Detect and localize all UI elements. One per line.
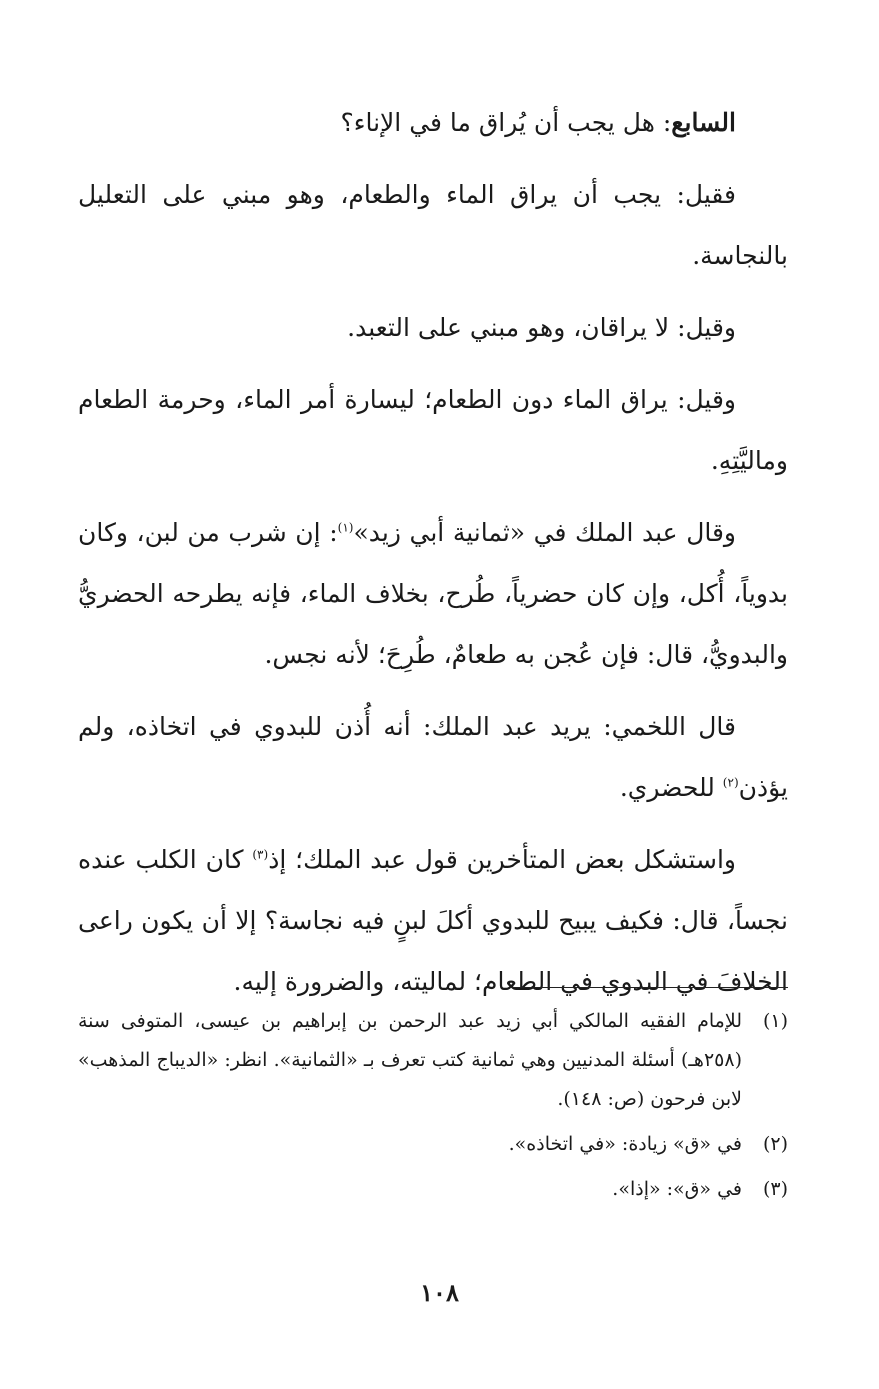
paragraph-text: للحضري. [619,773,723,802]
paragraph-3: وقيل: لا يراقان، وهو مبني على التعبد. [347,313,736,342]
paragraph-text: : إن شرب من لبن، وكان بدوياً، أُكل، وإن كان حضرياً، طُرح، بخلاف الماء، فإنه يطرحه الحضريُّ والبدويُّ، قال: فإن عُجن به طعامٌ، طُرِحَ؛ لأنه نجس. [78,518,788,669]
footnote-ref-3[interactable]: (٣) [252,847,269,862]
footnote-ref-2[interactable]: (٢) [722,775,739,790]
footnote-3 [78,1170,788,1209]
footnote-number: (٢) [762,1133,788,1155]
paragraph-text: قال اللخمي: يريد عبد الملك: أنه أُذن للبدوي في اتخاذه، ولم يؤذن [78,712,788,802]
paragraph-5 [78,502,788,685]
footnote-text: للإمام الفقيه المالكي أبي زيد عبد الرحمن بن إبراهيم بن عيسى، المتوفى سنة (٢٥٨هـ) أسئلة المدنيين وهي ثمانية كتب تعرف بـ «الثمانية». انظر: «الديباج المذهب» لابن فرحون (ص: ١٤٨). [78,1010,742,1110]
footnote-2 [78,1125,788,1164]
page-number: ١٠٨ [420,1278,459,1307]
paragraph-lead: السابع [671,108,736,137]
footnote-divider [510,987,788,988]
footnote-ref-1[interactable]: (١) [337,520,354,535]
paragraph-6 [78,696,788,818]
footnote-text: في «ق»: «إذا». [612,1178,742,1200]
footnotes [78,1002,788,1215]
paragraph-2: فقيل: يجب أن يراق الماء والطعام، وهو مبني على التعليل بالنجاسة. [78,180,788,270]
paragraph-text: كان الكلب عنده نجساً، قال: فكيف يبيح للبدوي أكلَ لبنٍ فيه نجاسة؟ إلا أن يكون راعى الخلافَ في البدوي في الطعام؛ لماليته، والضرورة إليه. [78,845,788,996]
paragraph-4: وقيل: يراق الماء دون الطعام؛ ليسارة أمر الماء، وحرمة الطعام وماليَّتِهِ. [78,385,788,475]
footnote-number: (٣) [762,1178,788,1200]
paragraph-1 [78,92,788,153]
footnote-1 [78,1002,788,1119]
paragraph-7 [78,829,788,1012]
footnote-text: في «ق» زيادة: «في اتخاذه». [508,1133,742,1155]
paragraph-text: واستشكل بعض المتأخرين قول عبد الملك؛ إذ [268,845,736,874]
paragraph-text: : هل يجب أن يُراق ما في الإناء؟ [340,108,672,137]
paragraph-text: وقال عبد الملك في «ثمانية أبي زيد» [353,518,736,547]
footnote-number: (١) [762,1010,788,1032]
main-text [78,92,788,1023]
